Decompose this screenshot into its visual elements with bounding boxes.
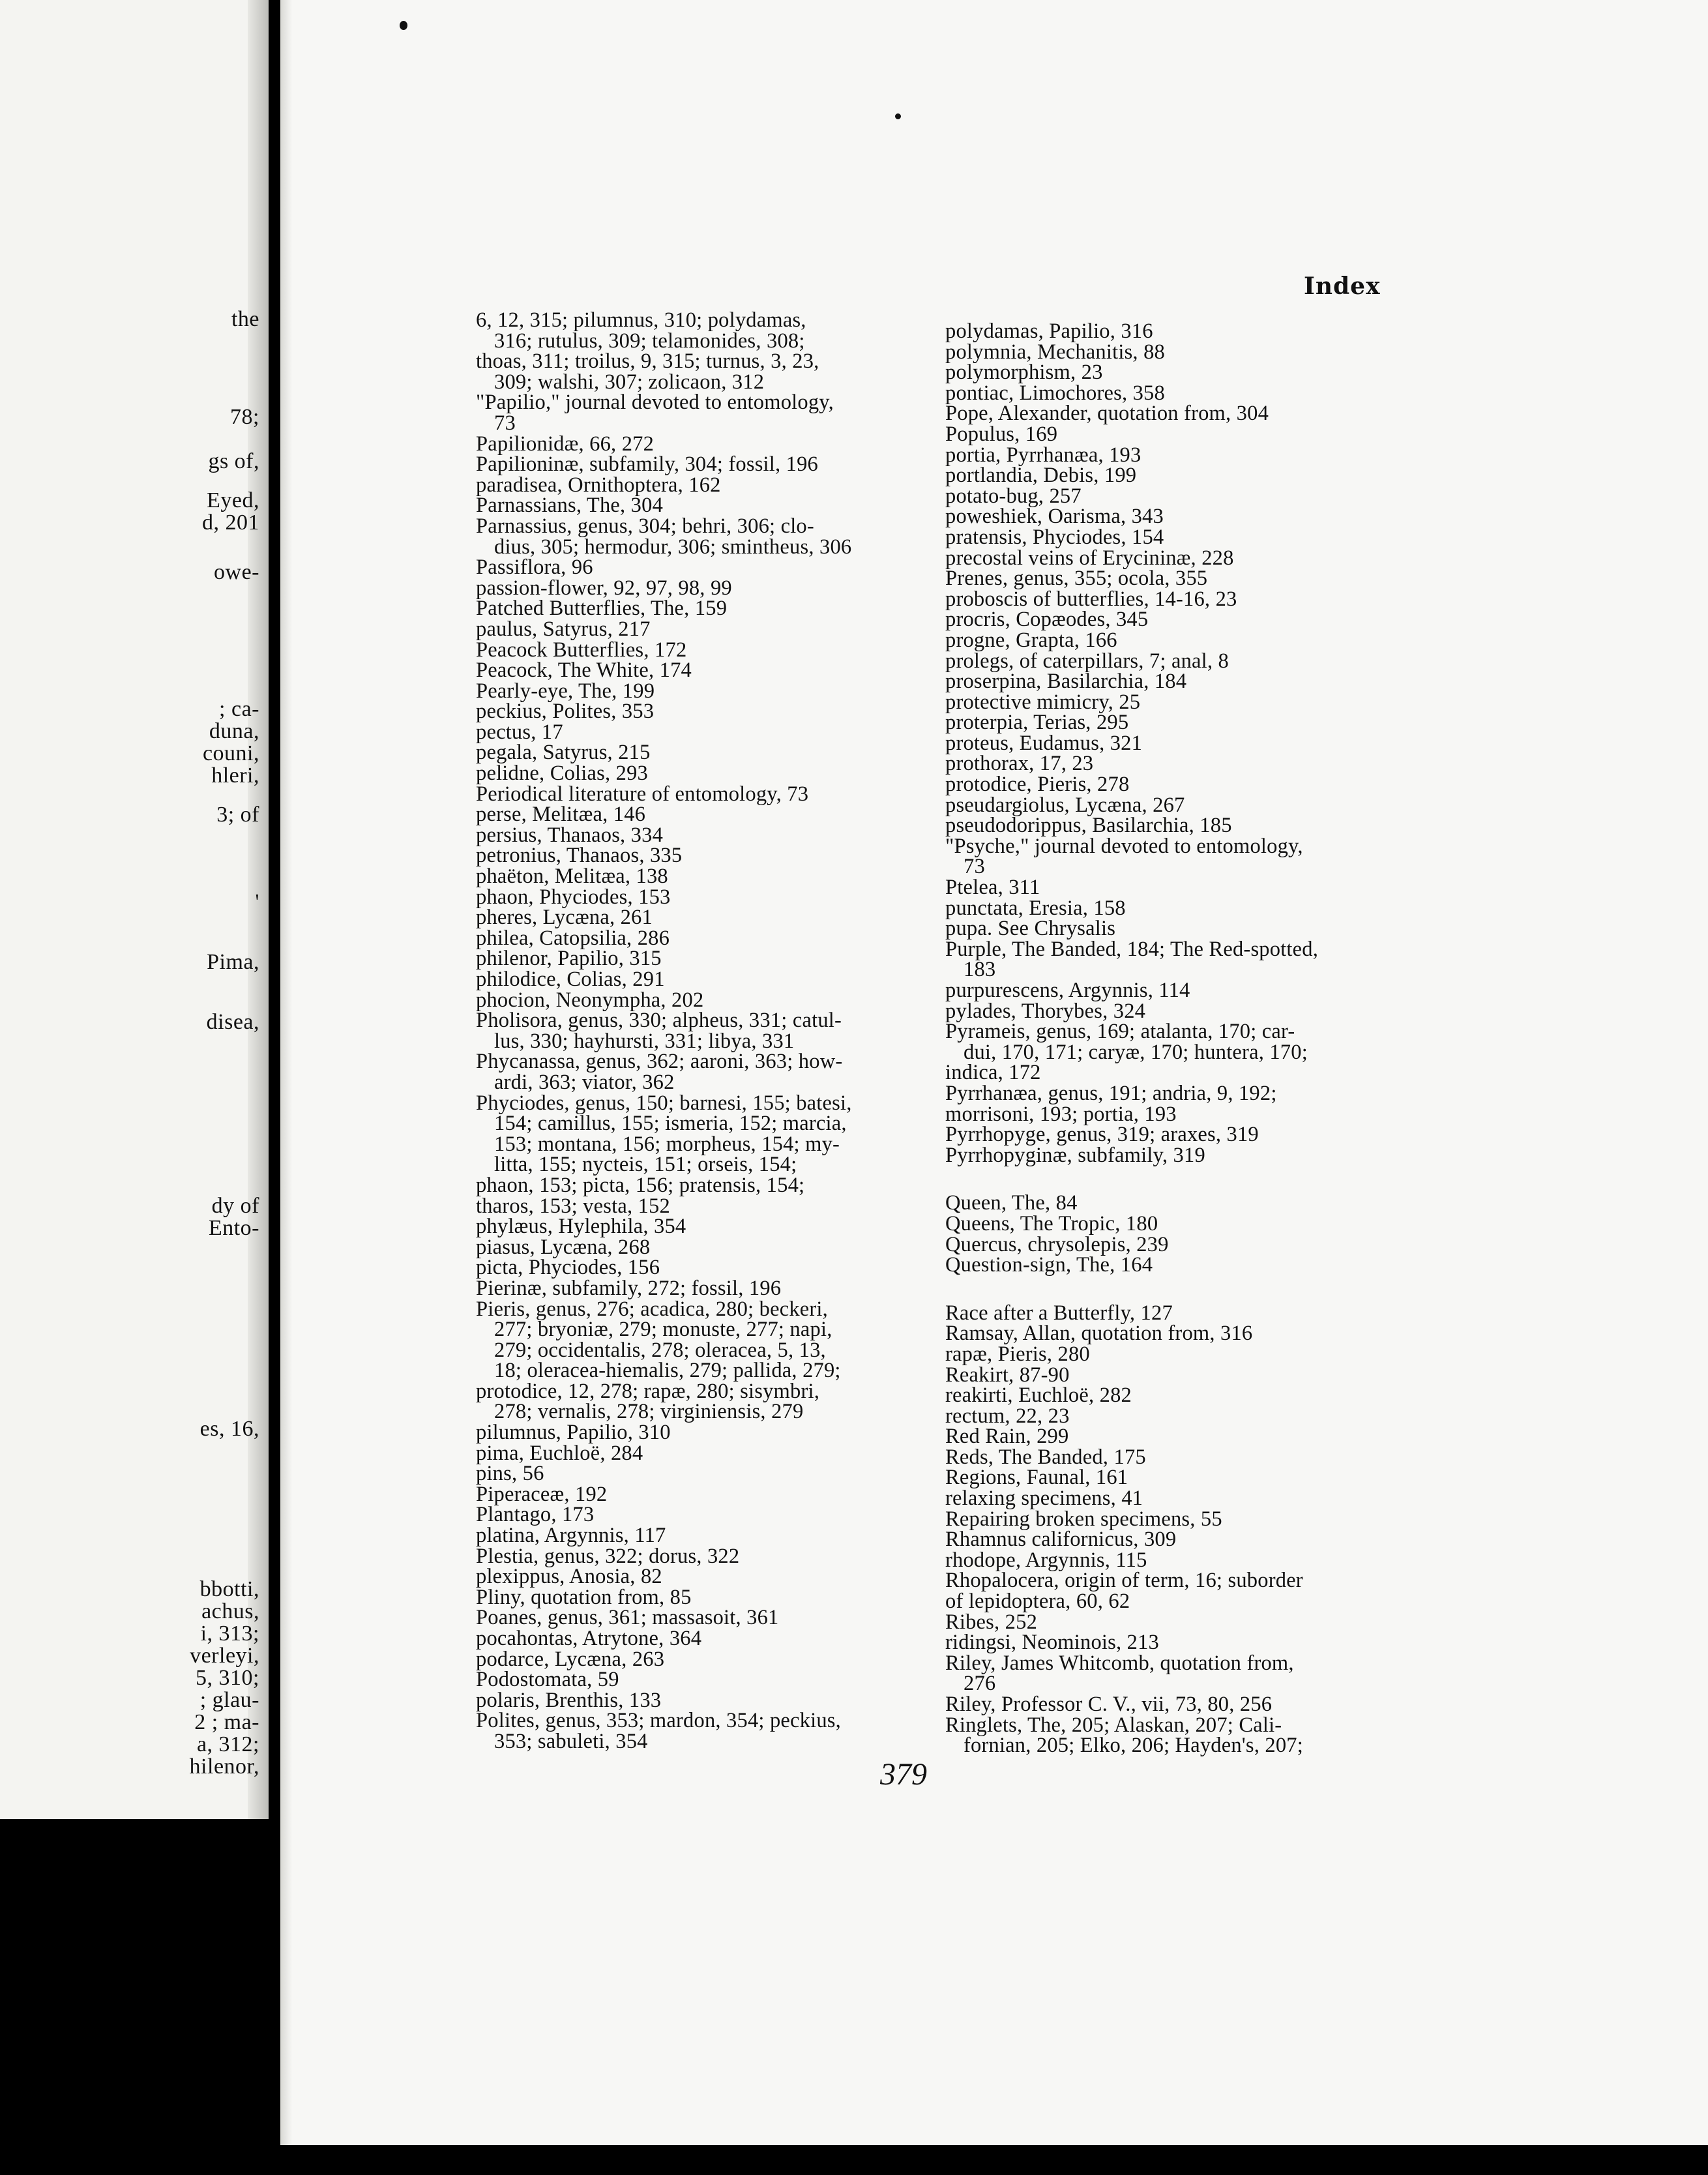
- index-entry: polymnia, Mechanitis, 88: [945, 340, 1165, 364]
- index-entry: polaris, Brenthis, 133: [476, 1688, 662, 1712]
- index-entry: Pyrrhopyge, genus, 319; araxes, 319: [945, 1123, 1259, 1147]
- index-entry: pheres, Lycæna, 261: [476, 906, 653, 930]
- index-entry: indica, 172: [945, 1061, 1041, 1085]
- index-entry: purpurescens, Argynnis, 114: [945, 979, 1190, 1002]
- index-entry: poweshiek, Oarisma, 343: [945, 505, 1164, 529]
- index-entry: proterpia, Terias, 295: [945, 711, 1129, 735]
- index-entry: Populus, 169: [945, 422, 1058, 446]
- index-entry: "Papilio," journal devoted to entomology,: [476, 391, 834, 415]
- index-entry: pseudodorippus, Basilarchia, 185: [945, 814, 1232, 838]
- index-entry: Pieris, genus, 276; acadica, 280; beckeri,: [476, 1297, 828, 1321]
- facing-page-line: gs of,: [208, 449, 259, 473]
- index-entry: 353; sabuleti, 354: [494, 1729, 648, 1753]
- index-entry: pima, Euchloë, 284: [476, 1441, 643, 1465]
- facing-page-line: couni,: [202, 741, 259, 765]
- index-entry: Riley, James Whitcomb, quotation from,: [945, 1651, 1294, 1675]
- index-entry: relaxing specimens, 41: [945, 1487, 1143, 1511]
- facing-page-line: hilenor,: [189, 1754, 259, 1779]
- index-column-right: [945, 321, 1402, 1756]
- facing-page-line: disea,: [206, 1010, 259, 1034]
- index-entry: protodice, 12, 278; rapæ, 280; sisymbri,: [476, 1379, 820, 1403]
- index-entry: pegala, Satyrus, 215: [476, 741, 651, 765]
- index-entry: Poanes, genus, 361; massasoit, 361: [476, 1606, 779, 1630]
- facing-page-line: es, 16,: [199, 1417, 259, 1441]
- index-entry: Red Rain, 299: [945, 1425, 1069, 1449]
- index-entry: 73: [494, 411, 516, 435]
- index-entry: Plantago, 173: [476, 1503, 595, 1527]
- facing-page-line: owe-: [214, 560, 259, 584]
- index-entry: picta, Phyciodes, 156: [476, 1256, 660, 1280]
- section-gap: [945, 1166, 1402, 1193]
- page-number: 379: [880, 1757, 927, 1792]
- facing-page-line: Ento-: [208, 1216, 259, 1240]
- index-entry: thoas, 311; troilus, 9, 315; turnus, 3, 23,: [476, 349, 819, 374]
- index-page: [280, 0, 1708, 2145]
- facing-page-line: verleyi,: [190, 1644, 259, 1668]
- index-entry: perse, Melitæa, 146: [476, 803, 646, 827]
- index-entry: Parnassians, The, 304: [476, 494, 664, 518]
- index-entry: Queen, The, 84: [945, 1191, 1078, 1215]
- index-entry: lus, 330; hayhursti, 331; libya, 331: [494, 1029, 795, 1053]
- running-header: Index: [1304, 273, 1381, 300]
- index-entry: Ringlets, The, 205; Alaskan, 207; Cali-: [945, 1713, 1282, 1737]
- index-entry: Pliny, quotation from, 85: [476, 1585, 692, 1609]
- facing-page-line: a, 312;: [196, 1732, 259, 1756]
- index-entry: tharos, 153; vesta, 152: [476, 1194, 670, 1218]
- index-entry: prolegs, of caterpillars, 7; anal, 8: [945, 649, 1229, 673]
- index-entry: 6, 12, 315; pilumnus, 310; polydamas,: [476, 308, 806, 332]
- index-entry: Pearly-eye, The, 199: [476, 679, 655, 703]
- index-entry: Periodical literature of entomology, 73: [476, 782, 809, 806]
- index-entry: litta, 155; nycteis, 151; orseis, 154;: [494, 1153, 797, 1177]
- index-entry: Pyrameis, genus, 169; atalanta, 170; car-: [945, 1020, 1295, 1044]
- index-entry: potato-bug, 257: [945, 484, 1082, 508]
- index-entry: podarce, Lycæna, 263: [476, 1647, 665, 1671]
- index-entry: Parnassius, genus, 304; behri, 306; clo-: [476, 514, 814, 538]
- index-entry: 18; oleracea-hiemalis, 279; pallida, 279;: [494, 1359, 841, 1383]
- index-entry: Ptelea, 311: [945, 876, 1040, 900]
- index-entry: plexippus, Anosia, 82: [476, 1565, 662, 1589]
- facing-page-line: Eyed,: [207, 488, 259, 512]
- index-entry: pectus, 17: [476, 720, 563, 744]
- index-entry: progne, Grapta, 166: [945, 628, 1117, 652]
- index-entry: pratensis, Phyciodes, 154: [945, 525, 1164, 549]
- scan-border: [0, 2145, 1708, 2175]
- index-entry: Queens, The Tropic, 180: [945, 1211, 1158, 1235]
- facing-page-line: dy of: [211, 1194, 259, 1218]
- index-entry: dui, 170, 171; caryæ, 170; huntera, 170;: [964, 1040, 1308, 1064]
- index-entry: peckius, Polites, 353: [476, 700, 655, 724]
- index-entry: 154; camillus, 155; ismeria, 152; marcia,: [494, 1112, 847, 1136]
- index-entry: "Psyche," journal devoted to entomology,: [945, 834, 1303, 858]
- index-entry: Pope, Alexander, quotation from, 304: [945, 402, 1269, 426]
- facing-page-line: d, 201: [202, 510, 259, 535]
- index-entry: Papilioninæ, subfamily, 304; fossil, 196: [476, 452, 819, 477]
- index-entry: prothorax, 17, 23: [945, 752, 1094, 776]
- index-entry: Purple, The Banded, 184; The Red-spotted,: [945, 937, 1319, 961]
- index-entry: pins, 56: [476, 1462, 544, 1486]
- index-entry: philodice, Colias, 291: [476, 968, 665, 991]
- index-entry: rapæ, Pieris, 280: [945, 1342, 1090, 1366]
- index-column-left: [476, 310, 958, 1753]
- index-entry: proserpina, Basilarchia, 184: [945, 670, 1187, 694]
- index-entry: Ribes, 252: [945, 1610, 1038, 1634]
- facing-page-line: 3; of: [216, 803, 259, 827]
- ink-speck: [400, 21, 407, 30]
- index-entry: Patched Butterflies, The, 159: [476, 597, 728, 621]
- section-gap: [945, 1276, 1402, 1303]
- index-entry: Passiflora, 96: [476, 555, 593, 580]
- facing-page-line: bbotti,: [199, 1577, 259, 1601]
- index-entry: philea, Catopsilia, 286: [476, 926, 670, 950]
- index-entry: platina, Argynnis, 117: [476, 1524, 666, 1548]
- index-entry: Repairing broken specimens, 55: [945, 1507, 1222, 1531]
- facing-page-line: duna,: [209, 719, 259, 743]
- index-entry: passion-flower, 92, 97, 98, 99: [476, 576, 732, 600]
- index-entry: pelidne, Colias, 293: [476, 762, 648, 786]
- facing-page-line: hleri,: [211, 763, 259, 788]
- facing-page-line: 2 ; ma-: [194, 1710, 259, 1734]
- index-entry: proboscis of butterflies, 14-16, 23: [945, 587, 1237, 611]
- index-entry: Regions, Faunal, 161: [945, 1466, 1128, 1490]
- index-entry: portlandia, Debis, 199: [945, 464, 1137, 488]
- index-entry: 278; vernalis, 278; virginiensis, 279: [494, 1400, 804, 1424]
- index-entry: proteus, Eudamus, 321: [945, 731, 1143, 755]
- index-entry: Ramsay, Allan, quotation from, 316: [945, 1322, 1253, 1346]
- facing-page-line: the: [231, 307, 259, 331]
- index-entry: Peacock, The White, 174: [476, 658, 692, 683]
- index-entry: Reds, The Banded, 175: [945, 1445, 1146, 1469]
- index-entry: Rhamnus californicus, 309: [945, 1528, 1177, 1552]
- index-entry: Riley, Professor C. V., vii, 73, 80, 256: [945, 1693, 1273, 1716]
- index-entry: 279; occidentalis, 278; oleracea, 5, 13,: [494, 1338, 826, 1362]
- page-edge: [280, 0, 292, 2145]
- index-entry: 277; bryoniæ, 279; monuste, 277; napi,: [494, 1318, 832, 1342]
- facing-page: [0, 0, 269, 1819]
- index-entry: protective mimicry, 25: [945, 690, 1141, 714]
- facing-page-line: achus,: [201, 1599, 259, 1623]
- index-entry: ardi, 363; viator, 362: [494, 1070, 675, 1094]
- index-entry: 316; rutulus, 309; telamonides, 308;: [494, 329, 805, 353]
- index-entry: 153; montana, 156; morpheus, 154; my-: [494, 1132, 840, 1156]
- facing-page-line: 78;: [230, 405, 259, 429]
- index-entry: pseudargiolus, Lycæna, 267: [945, 793, 1185, 817]
- index-entry: philenor, Papilio, 315: [476, 947, 662, 971]
- index-entry: ridingsi, Neominois, 213: [945, 1631, 1159, 1655]
- index-entry: rhodope, Argynnis, 115: [945, 1548, 1147, 1572]
- index-entry: Phyciodes, genus, 150; barnesi, 155; batesi,: [476, 1091, 852, 1115]
- index-entry: Race after a Butterfly, 127: [945, 1301, 1173, 1325]
- index-entry: Piperaceæ, 192: [476, 1482, 608, 1506]
- index-entry: petronius, Thanaos, 335: [476, 844, 683, 868]
- index-entry: Prenes, genus, 355; ocola, 355: [945, 567, 1208, 591]
- index-entry: Plestia, genus, 322; dorus, 322: [476, 1544, 740, 1568]
- index-entry: phaëton, Melitæa, 138: [476, 865, 668, 889]
- index-entry: Polites, genus, 353; mardon, 354; peckius,: [476, 1709, 841, 1733]
- index-entry: Papilionidæ, 66, 272: [476, 432, 655, 456]
- index-entry: Peacock Butterflies, 172: [476, 638, 687, 662]
- index-entry: of lepidoptera, 60, 62: [945, 1590, 1130, 1614]
- index-entry: pontiac, Limochores, 358: [945, 381, 1165, 405]
- index-entry: Pholisora, genus, 330; alpheus, 331; catul-: [476, 1009, 842, 1033]
- index-entry: phocion, Neonympha, 202: [476, 988, 704, 1012]
- index-entry: Rhopalocera, origin of term, 16; suborder: [945, 1569, 1303, 1593]
- index-entry: morrisoni, 193; portia, 193: [945, 1102, 1177, 1126]
- index-entry: paradisea, Ornithoptera, 162: [476, 473, 721, 497]
- facing-page-line: ; ca-: [219, 697, 259, 721]
- ink-speck: [895, 113, 901, 119]
- index-entry: Phycanassa, genus, 362; aaroni, 363; how-: [476, 1050, 843, 1074]
- index-entry: polydamas, Papilio, 316: [945, 319, 1153, 343]
- facing-page-line: ; glau-: [199, 1688, 259, 1712]
- index-entry: pilumnus, Papilio, 310: [476, 1421, 671, 1445]
- index-entry: polymorphism, 23: [945, 361, 1103, 385]
- index-entry: phaon, Phyciodes, 153: [476, 885, 671, 909]
- index-entry: pylades, Thorybes, 324: [945, 999, 1146, 1023]
- index-entry: 183: [964, 958, 996, 982]
- index-entry: 73: [964, 855, 985, 879]
- index-entry: persius, Thanaos, 334: [476, 823, 664, 847]
- facing-page-line: i, 313;: [200, 1621, 259, 1646]
- index-entry: Podostomata, 59: [476, 1668, 619, 1692]
- index-entry: 309; walshi, 307; zolicaon, 312: [494, 370, 765, 394]
- facing-page-line: 5, 310;: [196, 1666, 259, 1690]
- index-entry: procris, Copæodes, 345: [945, 608, 1149, 632]
- index-entry: Pyrrhopyginæ, subfamily, 319: [945, 1143, 1205, 1167]
- index-entry: punctata, Eresia, 158: [945, 896, 1126, 920]
- index-entry: reakirti, Euchloë, 282: [945, 1383, 1132, 1408]
- index-entry: paulus, Satyrus, 217: [476, 617, 651, 641]
- index-entry: phylæus, Hylephila, 354: [476, 1215, 686, 1239]
- facing-page-line: ': [255, 890, 259, 914]
- index-entry: pupa. See Chrysalis: [945, 917, 1116, 941]
- index-entry: pocahontas, Atrytone, 364: [476, 1627, 702, 1650]
- index-entry: dius, 305; hermodur, 306; smintheus, 306: [494, 535, 852, 559]
- index-entry: Pyrrhanæa, genus, 191; andria, 9, 192;: [945, 1081, 1277, 1105]
- index-entry: 276: [964, 1672, 996, 1696]
- index-entry: rectum, 22, 23: [945, 1404, 1070, 1428]
- index-entry: precostal veins of Erycininæ, 228: [945, 546, 1234, 570]
- index-entry: Quercus, chrysolepis, 239: [945, 1232, 1169, 1256]
- index-entry: protodice, Pieris, 278: [945, 773, 1130, 797]
- index-entry: portia, Pyrrhanæa, 193: [945, 443, 1141, 467]
- index-entry: piasus, Lycæna, 268: [476, 1235, 651, 1259]
- index-entry: Reakirt, 87-90: [945, 1363, 1070, 1387]
- facing-page-line: Pima,: [207, 950, 259, 974]
- index-entry: Question-sign, The, 164: [945, 1253, 1153, 1277]
- index-entry: fornian, 205; Elko, 206; Hayden's, 207;: [964, 1734, 1303, 1758]
- index-entry: phaon, 153; picta, 156; pratensis, 154;: [476, 1173, 805, 1197]
- index-entry: Pierinæ, subfamily, 272; fossil, 196: [476, 1276, 782, 1300]
